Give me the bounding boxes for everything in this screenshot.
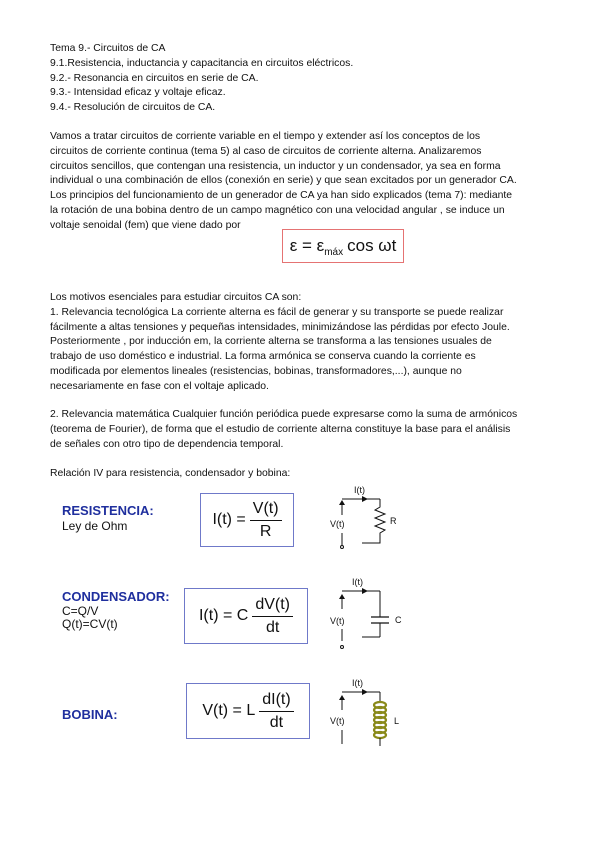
current-label: I(t): [354, 485, 365, 495]
resistor-circuit: [322, 483, 412, 553]
eq-numerator: V(t): [250, 498, 282, 521]
eq-denominator: dt: [269, 713, 284, 731]
condensador-equation: [184, 588, 308, 644]
current-arrow: [362, 588, 368, 594]
intro-paragraph: [50, 130, 570, 234]
eq-numerator: dV(t): [252, 594, 293, 617]
eq-lhs: I(t) =: [212, 511, 246, 528]
fem-rhs: cos ωt: [347, 236, 397, 255]
motives-block: [50, 291, 570, 395]
intro-line: Vamos a tratar circuitos de corriente variable en el tiempo y extender así los conceptos de los: [50, 131, 481, 142]
current-label: I(t): [352, 577, 363, 587]
toc-item: 9.4.- Resolución de circuitos de CA.: [50, 102, 216, 114]
toc-item: 9.3.- Intensidad eficaz y voltaje eficaz.: [50, 87, 226, 99]
bobina-label: BOBINA:: [62, 707, 118, 722]
current-arrow: [362, 689, 368, 695]
voltage-arrow-head: [339, 500, 345, 505]
motive-line: trabajo de uso doméstico e industrial. La forma armónica se conserva cuando la corriente es: [50, 351, 476, 363]
fem-formula: [282, 229, 404, 263]
fem-sub: máx: [324, 246, 344, 258]
voltage-label: V(t): [330, 519, 345, 529]
eq-lhs: I(t) = C: [198, 607, 249, 624]
motive-line: necesariamente en fase con el voltaje aplicado.: [50, 380, 269, 392]
motive-line: modificada por elementos lineales (resistencias, bobinas, transformadores,...), aunque no: [50, 365, 462, 377]
inductor-coil: [374, 702, 386, 738]
intro-line: voltaje senoidal (fem) que viene dado por: [50, 219, 241, 231]
motive-2-block: [50, 408, 570, 452]
terminal: [341, 546, 344, 549]
condensador-label: CONDENSADOR:: [62, 589, 170, 604]
eq-numerator: dI(t): [259, 689, 293, 712]
relation-heading: Relación IV para resistencia, condensador y bobina:: [50, 468, 291, 479]
intro-line: circuitos de corriente continua (tema 5) al caso de circuitos de corriente alterna. Analizaremos: [50, 145, 482, 157]
resistencia-equation: [200, 493, 294, 547]
page-title: Tema 9.- Circuitos de CA: [50, 43, 166, 54]
eq-fraction: [252, 594, 293, 639]
resistencia-law: Ley de Ohm: [62, 519, 128, 533]
current-arrow: [362, 496, 368, 502]
motive-line: Posteriormente , por inducción em, la corriente alterna se transforma a las tensiones usuales de: [50, 336, 492, 348]
motive-line: (teorema de Fourier), de forma que el estudio de corriente alterna constituye la base para el análisis: [50, 423, 511, 435]
eq-lhs: V(t) = L: [202, 702, 256, 719]
header-block: [50, 42, 570, 116]
element-label: L: [394, 716, 400, 726]
element-label: R: [390, 516, 397, 526]
toc-item: 9.2.- Resonancia en circuitos en serie de CA.: [50, 72, 259, 84]
voltage-arrow-head: [339, 594, 345, 599]
resistor-zigzag: [362, 499, 385, 543]
eq-fraction: [259, 689, 293, 734]
current-label: I(t): [352, 678, 363, 688]
motive-line: de señales con otro tipo de dependencia temporal.: [50, 438, 284, 450]
resistencia-label: RESISTENCIA:: [62, 503, 154, 518]
eq-denominator: dt: [265, 618, 280, 636]
eq-denominator: R: [259, 522, 272, 540]
terminal: [341, 646, 344, 649]
voltage-label: V(t): [330, 716, 345, 726]
toc-item: 9.1.Resistencia, inductancia y capacitancia en circuitos eléctricos.: [50, 57, 354, 69]
capacitor-circuit: [322, 575, 412, 655]
bobina-equation: [186, 683, 310, 739]
eq-fraction: [250, 498, 282, 543]
fem-lhs: ε = ε: [289, 236, 325, 255]
condensador-relation-1: C=Q/V: [62, 604, 99, 618]
inductor-circuit: [322, 672, 412, 752]
motive-line: fácilmente a altas tensiones y pequeñas intensidades, minimizándose las pérdidas por efecto Joule.: [50, 321, 510, 333]
intro-line: individual o una combinación de ellos (conexión en serie) y que sean excitados por un generador CA.: [50, 175, 517, 187]
motive-line: 2. Relevancia matemática Cualquier función periódica puede expresarse como la suma de armónicos: [50, 409, 518, 420]
voltage-label: V(t): [330, 616, 345, 626]
voltage-arrow-head: [339, 695, 345, 700]
intro-line: circuitos sencillos, que contengan una resistencia, un inductor y un condensador, ya sea en forma: [50, 160, 501, 172]
motive-line: 1. Relevancia tecnológica La corriente alterna es fácil de generar y su transporte se puede realizar: [50, 306, 504, 318]
motives-heading: Los motivos esenciales para estudiar circuitos CA son:: [50, 292, 302, 303]
intro-line: la rotación de una bobina dentro de un campo magnético con una velocidad angular , se induce un: [50, 204, 505, 216]
intro-line: Los principios del funcionamiento de un generador de CA ya han sido explicados (tema 7): mediante: [50, 190, 513, 202]
condensador-relation-2: Q(t)=CV(t): [62, 617, 118, 631]
element-label: C: [395, 615, 402, 625]
